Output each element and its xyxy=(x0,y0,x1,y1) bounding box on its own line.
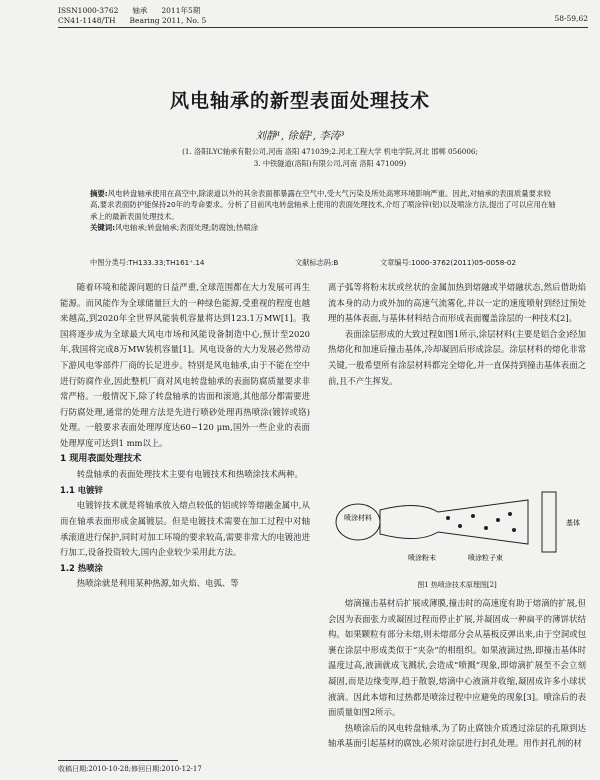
subsection-heading: 1.2 热喷涂 xyxy=(60,562,103,573)
header-rule xyxy=(58,27,588,28)
section-heading: 1 现用表面处理技术 xyxy=(60,453,142,464)
right-column-top xyxy=(328,280,586,468)
issn: ISSN1000-3762 xyxy=(58,6,119,15)
page-range: 58-59,62 xyxy=(554,14,588,23)
paragraph: 熔滴撞击基材后扩展成薄膜,撞击时的高速度有助于熔滴的扩展,但会因为表面张力或凝固过程而停止扩展,并凝固成一种扁平的薄饼状结构。如果颗粒有部分未熔,则未熔部分会从基板反弹出来,由于空洞或包裹在涂层中形成类似于“夹杂”的相组织。如果液滴过热,即撞击基体时温度过高,液滴就成飞溅状,会造成“喷溅”现象,即熔滴扩展至不会立刻凝固,而是边缘变厚,趋于散裂,熔滴中心液滴并收缩,凝固成许多小球状液滴。因此本熔和过热都是喷涂过程中应避免的现象[3]。喷涂后的表面质量如图2所示。 xyxy=(328,598,586,718)
intro-paragraph: 随着环境和能源问题的日益严重,全球范围都在大力发展可再生能源。而风能作为全球储量巨大的一种绿色能源,受重视的程度也越来越高,到2020年全世界风能装机容量将达到123.1万MW[1]。我国将逐步成为全球最大风电市场和风能设备制造中心,预计至2020年,我国将完成8万MW装机容量[1]。风电设备的大力发展必然带动下游风电零部件厂商的长足进步。特别是风电轴承,由于不能在空中进行防腐作业,因此整机厂商对风电转盘轴承的表面防腐质量要求非常严格。一般情况下,除了转盘轴承的齿面和滚道,其他部分都需要进行防腐处理,通常的处理方法是先进行喷砂处理再热喷涂(镀锌或铬)处理。一般要求表面处理厚度达60~120 μm,国外一些企业的表面处理厚度可达到1 mm以上。 xyxy=(60,282,310,448)
journal-name-en: Bearing 2011, No. 5 xyxy=(129,16,207,25)
figure-label-material: 喷涂材料 xyxy=(344,514,372,522)
footer-rule xyxy=(58,760,178,761)
clc-number: 中图分类号:TH133.33;TH161⁺.14 xyxy=(90,258,205,267)
paragraph: 热喷涂后的风电转盘轴承,为了防止腐蚀介质透过涂层的孔隙到达轴承基面引起基材的腐蚀,必须对涂层进行封孔处理。用作封孔剂的材 xyxy=(328,722,586,749)
left-column xyxy=(60,280,310,592)
abstract xyxy=(90,188,560,234)
paragraph: 表面涂层形成的大致过程如图1所示,涂层材料(主要是铝合金)经加热熔化和加速后撞击基体,冷却凝固后形成涂层。涂层材料的熔化非常关键,一般希望所有涂层材料都完全熔化,并一直保持到撞击基体表面之前,且不产生挥发。 xyxy=(328,328,586,386)
spray-principle-figure xyxy=(328,470,586,578)
droplets xyxy=(446,512,516,532)
issue-cn: 2011年5期 xyxy=(161,6,201,15)
spray-source-icon xyxy=(336,504,380,540)
section-paragraph: 转盘轴承的表面处理技术主要有电镀技术和热喷涂技术两种。 xyxy=(76,469,303,480)
paper-title: 风电轴承的新型表面处理技术 xyxy=(169,90,430,112)
abstract-text: 风电转盘轴承使用在高空中,除滚道以外的其余表面都暴露在空气中,受大气污染及所处高寒环境影响严重。因此,对轴承的表面质量要求较高,要求表面防护能保持20年的寿命要求。分析了目前风电转盘轴承上使用的表面处理技术,介绍了喷涂锌(铝)以及喷涂方法,提出了可以应用在轴承上的最新表面处理技术。 xyxy=(90,189,556,221)
abstract-label: 摘要: xyxy=(90,189,108,198)
article-number: 文章编号:1000-3762(2011)05-0058-02 xyxy=(380,258,517,267)
affiliation-line: (1. 洛阳LYC轴承有限公司,河南 洛阳 471039;2.河北工程大学 机电学院,河北 邯郸 056006; xyxy=(182,147,478,156)
figure-label-spray: 喷涂粉末 xyxy=(408,554,436,562)
affiliations xyxy=(100,146,560,170)
figure-label-substrate: 基体 xyxy=(566,519,580,527)
subsection-paragraph: 热喷涂就是利用某种热源,如火焰、电弧、等 xyxy=(76,578,239,589)
figure-caption: 图1 热喷涂技术原理图[2] xyxy=(417,581,497,589)
substrate-icon xyxy=(542,492,556,552)
cn-number: CN41-1148/TH xyxy=(58,16,116,25)
doc-code: 文献标志码:B xyxy=(295,258,339,267)
running-header xyxy=(58,6,206,26)
keywords-label: 关键词: xyxy=(90,223,116,233)
subsection-paragraph: 电镀锌技术就是将轴承放入熔点较低的铝或锌等熔融金属中,从而在轴承表面形成金属镀层。但是电镀技术需要在加工过程中对轴承滚道进行保护,同时对加工环境的要求较高,需要非常大的电镀池进行加工,设备投资较大,国内企业较少采用此方法。 xyxy=(60,500,310,558)
received-date: 收稿日期:2010-10-28;修回日期:2010-12-17 xyxy=(58,765,202,773)
journal-name-cn: 轴承 xyxy=(132,6,148,15)
authors: 刘静¹, 徐娟², 李涛³ xyxy=(255,130,345,142)
paragraph: 离子弧等将粉末状或丝状的金属加热到熔融或半熔融状态,然后借助焰流本身的动力或外加的高速气流雾化,并以一定的速度喷射到经过预处理的基体表面,与基体材料结合而形成表面覆盖涂层的一种技术[2]。 xyxy=(328,282,586,324)
right-column-bottom xyxy=(328,596,586,756)
figure-label-droplets: 喷涂粒子束 xyxy=(468,554,503,562)
spray-jet-icon xyxy=(380,500,528,544)
keywords: 风电轴承;转盘轴承;表面处理;防腐蚀;热喷涂 xyxy=(115,223,259,233)
subsection-heading: 1.1 电镀锌 xyxy=(60,484,103,495)
affiliation-line: 3. 中铁隧道(洛阳)有限公司,河南 洛阳 471009) xyxy=(253,159,407,168)
